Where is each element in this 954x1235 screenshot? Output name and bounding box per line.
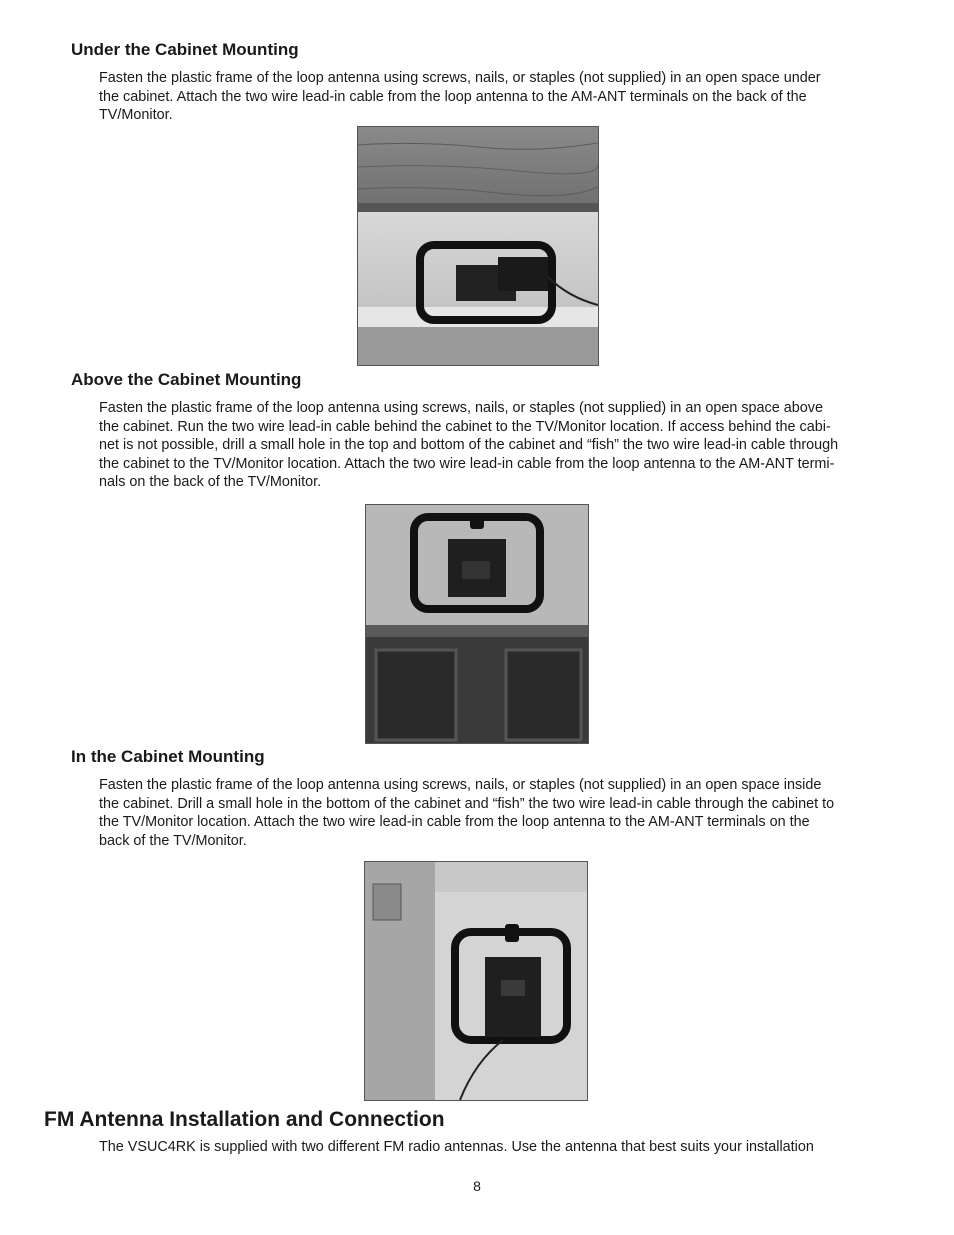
text-line: Fasten the plastic frame of the loop antenna using screws, nails, or staples (not supplied) in an open space inside [99, 777, 822, 793]
text-line: The VSUC4RK is supplied with two different FM radio antennas. Use the antenna that best suits your installation [99, 1139, 814, 1155]
text-line: the TV/Monitor location. Attach the two wire lead-in cable from the loop antenna to the AM-ANT terminals on the [99, 814, 810, 830]
text-line: Fasten the plastic frame of the loop antenna using screws, nails, or staples (not supplied) in an open space under [99, 70, 821, 86]
page-number: 8 [473, 1178, 481, 1194]
text-line: the cabinet to the TV/Monitor location. Attach the two wire lead-in cable from the loop antenna to the AM-ANT termi- [99, 455, 835, 472]
section-heading-above-cabinet: Above the Cabinet Mounting [71, 370, 302, 389]
text-line: TV/Monitor. [99, 107, 173, 123]
photo-in-cabinet-antenna [364, 861, 588, 1101]
section-body-in-cabinet [99, 776, 915, 850]
text-line: the cabinet. Run the two wire lead-in cable behind the cabinet to the TV/Monitor location. If access behind the cabi- [99, 418, 831, 435]
section-heading-in-cabinet: In the Cabinet Mounting [71, 747, 265, 766]
text-line: the cabinet. Drill a small hole in the bottom of the cabinet and “fish” the two wire lead-in cable through the cabinet to [99, 795, 835, 812]
text-line: Fasten the plastic frame of the loop antenna using screws, nails, or staples (not supplied) in an open space above [99, 400, 823, 416]
section-heading-under-cabinet: Under the Cabinet Mounting [71, 40, 299, 59]
text-line: back of the TV/Monitor. [99, 832, 247, 849]
photo-above-cabinet-antenna [365, 504, 589, 744]
text-line: net is not possible, drill a small hole in the top and bottom of the cabinet and “fish” the two wire lead-in cable through [99, 437, 839, 453]
section-body-under-cabinet [99, 69, 915, 125]
text-line: nals on the back of the TV/Monitor. [99, 474, 322, 490]
text-line: the cabinet. Attach the two wire lead-in cable from the loop antenna to the AM-ANT terminals on the back of the [99, 88, 807, 105]
section-body-fm-antenna [99, 1138, 915, 1157]
photo-under-cabinet-antenna [357, 126, 599, 366]
section-heading-fm-antenna: FM Antenna Installation and Connection [44, 1108, 445, 1131]
section-body-above-cabinet [99, 399, 915, 492]
